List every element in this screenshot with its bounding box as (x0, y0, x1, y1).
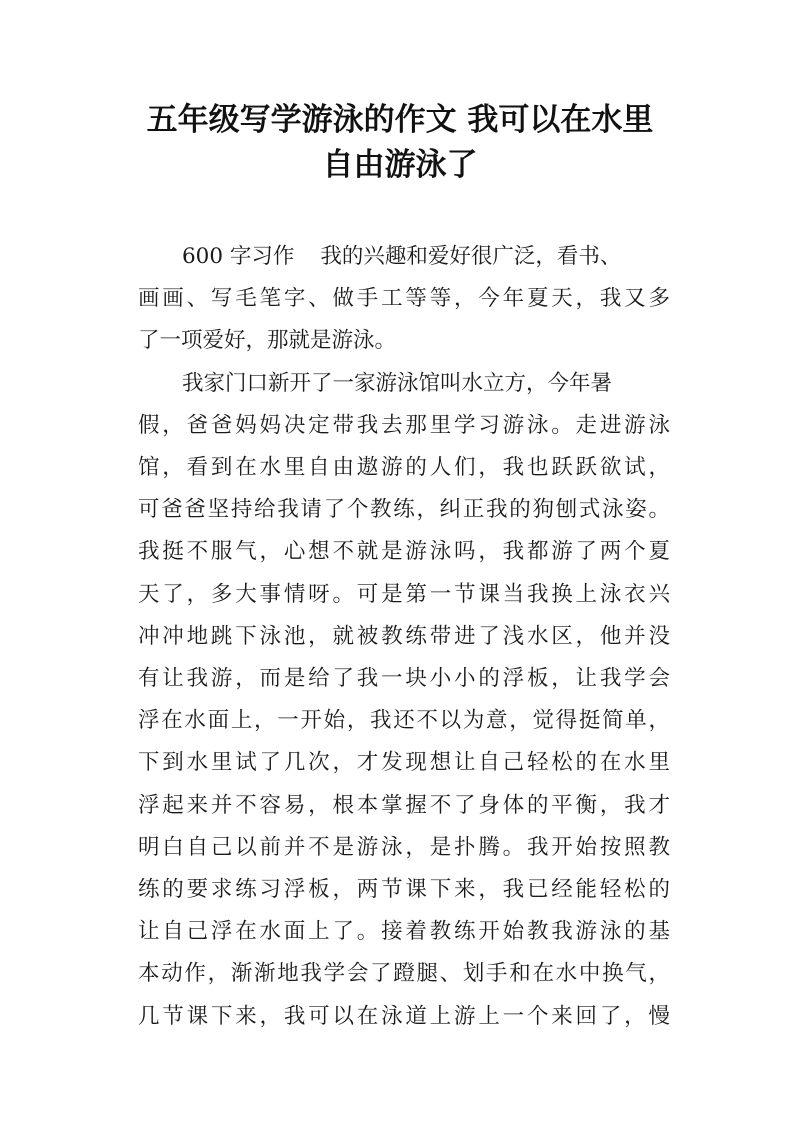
paragraph-2-line-13: 练的要求练习浮板，两节课下来，我已经能轻松的 (138, 877, 670, 903)
paragraph-2-line-11: 浮起来并不容易，根本掌握不了身体的平衡，我才 (138, 792, 670, 818)
title-line-1: 五年级写学游泳的作文 我可以在水里 (146, 102, 654, 138)
paragraph-1-line-2: 画画、写毛笔字、做手工等等，今年夏天，我又多 (138, 286, 670, 312)
paragraph-2-line-12: 明白自己以前并不是游泳，是扑腾。我开始按照教 (138, 834, 670, 860)
paragraph-2-line-10: 下到水里试了几次，才发现想让自己轻松的在水里 (138, 750, 670, 776)
paragraph-2-line-6: 天了，多大事情呀。可是第一节课当我换上泳衣兴 (138, 581, 670, 607)
paragraph-2-line-5: 我挺不服气，心想不就是游泳吗，我都游了两个夏 (138, 539, 670, 565)
paragraph-2-line-9: 浮在水面上，一开始，我还不以为意，觉得挺简单， (138, 708, 670, 734)
article-body (138, 236, 670, 1038)
paragraph-2-line-15: 本动作，渐渐地我学会了蹬腿、划手和在水中换气， (138, 961, 670, 987)
paragraph-1-line-1: 600 字习作 我的兴趣和爱好很广泛，看书、 (182, 244, 622, 269)
paragraph-2-line-2: 假，爸爸妈妈决定带我去那里学习游泳。走进游泳 (138, 412, 670, 438)
paragraph-2-line-7: 冲冲地跳下泳池，就被教练带进了浅水区，他并没 (138, 623, 670, 649)
paragraph-2-line-3: 馆，看到在水里自由遨游的人们，我也跃跃欲试， (138, 455, 670, 481)
paragraph-2-line-8: 有让我游，而是给了我一块小小的浮板，让我学会 (138, 666, 670, 692)
paragraph-2-line-1: 我家门口新开了一家游泳馆叫水立方，今年暑 (182, 370, 613, 396)
paragraph-1-line-3: 了一项爱好，那就是游泳。 (138, 328, 397, 354)
paragraph-2-line-14: 让自己浮在水面上了。接着教练开始教我游泳的基 (138, 919, 670, 945)
page-title (90, 98, 710, 188)
paragraph-2-line-16: 几节课下来，我可以在泳道上游上一个来回了，慢 (138, 1003, 670, 1029)
title-line-2: 自由游泳了 (322, 147, 478, 183)
paragraph-2-line-4: 可爸爸坚持给我请了个教练，纠正我的狗刨式泳姿。 (138, 497, 670, 523)
essay-label: 600 字习作 (182, 244, 295, 269)
